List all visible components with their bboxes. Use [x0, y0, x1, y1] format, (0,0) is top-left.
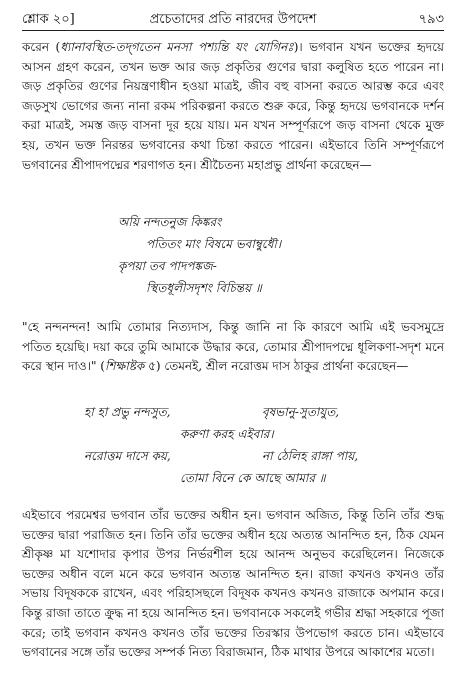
- verse-line: অয়ি নন্দতনুজ কিঙ্করং: [118, 215, 222, 229]
- purport-paragraph-2: [22, 318, 444, 377]
- verse-reference: শ্লোক ২০]: [22, 12, 75, 27]
- paragraph-text: [22, 38, 444, 175]
- verse-line: হা হা প্রভু নন্দসুত,: [84, 405, 171, 419]
- header-rule: [22, 30, 444, 31]
- verse-line: করুণা করহ এইবার।: [180, 427, 274, 441]
- verse-line: স্থিতধূলীসদৃশং বিচিন্তয় ॥: [146, 281, 262, 295]
- paragraph-body: ৫) তেমনই, শ্রীল নরোত্তম দাস ঠাকুর প্রার্থনা করেছেন—: [144, 359, 409, 374]
- verse-line: বৃষভানু-সুতাযুত,: [262, 405, 340, 419]
- paragraph-body: )। ভগবান যখন ভক্তের হৃদয়ে আসন গ্রহণ করেন, তখন ভক্ত আর জড় প্রকৃতির গুণের দ্বারা কলুষিত হতে পারেন না। জড় প্রকৃতির গুণের নিয়ন্ত্রণাধীন হওয়া মাত্রই, জীব বহু বাসনা করতে আরম্ভ করে এবং জড়সুখ ভোগের জন্য নানা রকম পরিকল্পনা করতে শুরু করে, কিন্তু হৃদয়ে ভগবানকে দর্শন করা মাত্রই, সমস্ত জড় বাসনা দূর হয়ে যায়। মন যখন সম্পূর্ণরূপে জড় বাসনা থেকে মুক্ত হয়, তখন ভক্ত নিরন্তর ভগবানের কথা চিন্তা করতে পারেন। এইভাবে তিনি সম্পূর্ণরূপে ভগবানের শ্রীপাদপদ্মের শরণাগত হন। শ্রীচৈতন্য মহাপ্রভু প্রার্থনা করেছেন—: [22, 40, 444, 172]
- verse-line: না ঠেলিহ রাঙ্গা পায়,: [262, 449, 359, 463]
- verse-line: কৃপয়া তব পাদপঙ্কজ-: [118, 259, 217, 273]
- citation: শিক্ষাষ্টক: [104, 359, 145, 374]
- verse-line: তোমা বিনে কে আছে আমার ॥: [180, 471, 326, 485]
- purport-paragraph-1: [22, 38, 444, 175]
- verse-line: নরোত্তম দাসে কয়,: [84, 449, 171, 463]
- purport-paragraph-3: [22, 506, 444, 663]
- chapter-title: প্রচেতাদের প্রতি নারদের উপদেশ: [149, 12, 317, 27]
- verse-line: পতিতং মাং বিষমে ভবাম্বুধৌ।: [146, 237, 282, 251]
- page-number: ৭৯৩: [418, 12, 444, 27]
- translation-text: "হে নন্দনন্দন! আমি তোমার নিত্যদাস, কিন্তু জানি না কি কারণে আমি এই ভবসমুদ্রে পতিত হয়েছি। দয়া করে তুমি আমাকে উদ্ধার করে, তোমার শ্রীপাদপদ্মে ধূলিকণা-সদৃশ মনে করে স্থান দাও।" (: [22, 320, 444, 374]
- paragraph-text: এইভাবে পরমেশ্বর ভগবান তাঁর ভক্তের অধীন হন। ভগবান অজিত, কিন্তু তিনি তাঁর শুদ্ধ ভক্তের দ্বারা পরাজিত হন। তিনি তাঁর ভক্তের অধীন হয়ে অত্যন্ত আনন্দিত হন, ঠিক যেমন শ্রীকৃষ্ণ মা যশোদার কৃপার উপর নির্ভরশীল হয়ে আনন্দ অনুভব করেছিলেন। নিজেকে ভক্তের অধীন বলে মনে করে ভগবান অত্যন্ত আনন্দিত হন। রাজা কখনও কখনও তাঁর সভায় বিদূষককে রাখেন, এবং পরিহাসছলে বিদূষক কখনও কখনও রাজাকে অপমান করে। কিন্তু রাজা তাতে ক্রুদ্ধ না হয়ে আনন্দিত হন। ভগবানকে সকলেই গভীর শ্রদ্ধা সহকারে পূজা করে; তাই ভগবান কখনও কখনও তাঁর ভক্তের তিরস্কার উপভোগ করতে চান। এইভাবে ভগবানের সঙ্গে তাঁর ভক্তের সম্পর্ক নিত্য বিরাজমান, ঠিক মাথার উপরে আকাশের মতো।: [22, 508, 444, 660]
- sanskrit-quote: ধ্যানাবস্থিত-তদ্‌গতেন মনসা পশ্যন্তি যং যোগিনঃ: [60, 40, 294, 54]
- paragraph-lead: করেন (: [22, 40, 61, 54]
- paragraph-text: [22, 318, 444, 377]
